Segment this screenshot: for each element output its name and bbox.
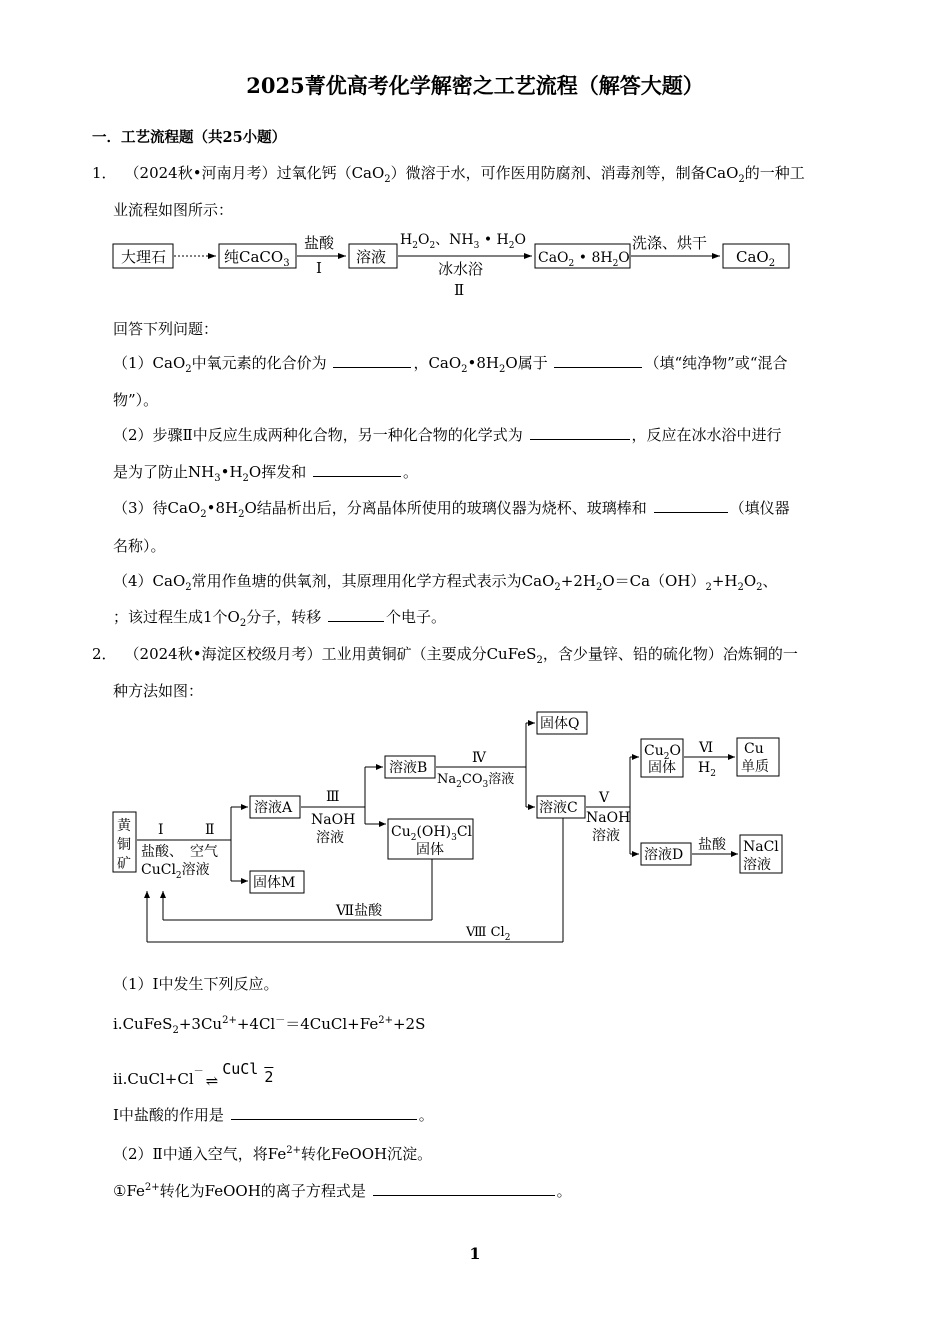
t: （2）步骤Ⅱ中反应生成两种化合物，另一种化合物的化学式为 [113,426,523,444]
t: +3Cu [178,1015,223,1033]
label-hcl: 盐酸 [304,234,335,252]
t: （1）CaO [113,354,186,372]
q2-hcl-role [113,1104,434,1126]
label-step2: Ⅱ [454,281,465,299]
label-cu: Cu [744,741,764,757]
t: ii.CuCl+Cl [113,1070,194,1088]
t: O属于 [505,354,548,372]
t: （4）CaO [113,572,186,590]
label-na2co3: $Na_2CO_3$溶液 [437,772,515,790]
page-number: 1 [469,1244,481,1263]
sup: 2+ [144,1182,160,1193]
sub: 2 [738,174,745,185]
t: ，含少量锌、铅的硫化物）冶炼铜的一 [542,645,798,663]
sup: － [193,1066,204,1077]
label-hcl-air: 盐酸、 [141,844,183,860]
answer-blank[interactable] [333,353,411,368]
t: ＝4CuCl+Fe [285,1015,379,1033]
label-hcl2: 盐酸 [698,837,726,853]
sub: 2 [172,1025,179,1036]
page-title: 2025菁优高考化学解密之工艺流程（解答大题） [246,73,704,98]
label-h2: $H_2$ [698,760,716,779]
q2-flow-diagram [108,706,798,951]
label-naoh3-sol: 溶液 [316,830,344,846]
answer-blank[interactable] [313,462,401,477]
label-wash-dry: 洗涤、烘干 [632,234,708,252]
label-solD: 溶液D [644,847,684,863]
t: 分子，转移 [246,608,322,626]
q1-intro-b: ）微溶于水，可作医用防腐剂、消毒剂等，制备CaO [390,164,739,182]
t: （填“纯净物”或“混合 [644,354,788,372]
sub: 2 [756,582,763,593]
q1-sub1-cont: 物”）。 [113,391,159,409]
label-step7: Ⅶ盐酸 [336,903,383,919]
answer-blank[interactable] [231,1105,417,1120]
t: （2024秋•海淀区校级月考）工业用黄铜矿（主要成分CuFeS [124,645,537,663]
sub: 2 [737,582,744,593]
sup: 2+ [378,1015,393,1026]
t: 是为了防止NH [113,463,215,481]
label-cu2o: $Cu_2O$ [644,743,681,762]
answer-blank[interactable] [373,1181,555,1196]
label-basic-chloride: $Cu_2(OH)_3Cl$ [391,824,473,843]
t: 中氧元素的化合价为 [191,354,327,372]
q1-ask: 回答下列问题： [113,320,219,338]
t: i.CuFeS [113,1015,173,1033]
q2-sub1: （1）Ⅰ中发生下列反应。 [113,975,279,993]
answer-blank[interactable] [654,498,728,513]
sub: 2 [461,364,468,375]
answer-blank[interactable] [530,425,630,440]
t: 。 [403,463,419,481]
sub: 2 [238,509,245,520]
label-cao2-8h2o: CaO$_2$ • $8H_2O$ [538,250,630,269]
label-step1: Ⅰ [316,259,322,277]
t: O＝Ca（OH） [602,572,706,590]
q1-sub2 [113,424,782,446]
t: 。 [556,1182,572,1200]
t: 。 [418,1106,434,1124]
label-nacl: NaCl [743,839,779,855]
t: （3）待CaO [113,499,201,517]
t: （填仪器 [729,499,790,517]
t: Ⅰ中盐酸的作用是 [113,1106,224,1124]
sub: 2 [499,364,506,375]
t: 2 [264,1068,274,1086]
label-nacl-sol: 溶液 [743,857,771,873]
label-ore-1: 黄 [117,818,131,834]
t: （2）Ⅱ中通入空气，将Fe [113,1145,287,1163]
t: 转化FeOOH沉淀。 [300,1145,433,1163]
label-ice-bath: 冰水浴 [438,260,484,278]
sub: 2 [242,473,249,484]
q1-sub3-cont: 名称）。 [113,537,166,555]
t: 、 [762,572,778,590]
t: CuCl [222,1060,259,1078]
q1-number: 1． [92,164,117,182]
q1-intro-c: 的一种工 [744,164,805,182]
q2-intro [92,643,798,672]
label-cu2o-solid: 固体 [648,760,676,776]
label-cu-element: 单质 [741,759,769,775]
label-solC: 溶液C [539,800,578,816]
sub: 2 [705,582,712,593]
equilibrium-arrow: ⇌ [205,1072,219,1090]
q2-reaction-ii [113,1055,274,1090]
t: +4Cl [236,1015,276,1033]
t: O结晶析出后，分离晶体所使用的玻璃仪器为烧杯、玻璃棒和 [244,499,647,517]
q1-intro-a: （2024秋•河南月考）过氧化钙（CaO [124,164,385,182]
label-naoh5-sol: 溶液 [592,828,620,844]
sub: 3 [214,473,221,484]
sup: － [275,1015,286,1026]
sub: 2 [200,509,207,520]
sub: 2 [595,582,603,593]
label-solB: 溶液B [389,760,428,776]
t: +H [711,572,738,590]
sup: 2+ [286,1145,301,1156]
label-naoh5: NaOH [586,810,631,826]
t: ；该过程生成1个O [113,608,240,626]
sub: 2 [384,174,391,185]
t: +2S [392,1015,426,1033]
label-step3: Ⅲ [326,789,340,805]
q2-intro-line2: 种方法如图： [113,682,204,700]
t: •8H [467,354,500,372]
t: •8H [206,499,239,517]
label-air: 空气 [190,844,218,860]
label-step6: Ⅵ [699,740,714,756]
q1-intro-line2: 业流程如图所示： [113,201,234,219]
t: O挥发和 [248,463,307,481]
sub: 2 [536,655,543,666]
answer-blank[interactable] [328,607,384,622]
label-pure-caco3: 纯CaCO$_3$ [224,248,290,269]
answer-blank[interactable] [554,353,642,368]
q2-number: 2． [92,645,117,663]
sup: 2+ [222,1015,237,1026]
t: 个电子。 [386,608,447,626]
t: 转化为FeOOH的离子方程式是 [159,1182,366,1200]
sub: 2 [185,364,192,375]
label-reagents: $H_2O_2$、$NH_3$ • $H_2O$ [400,232,526,251]
t: ，CaO [413,354,462,372]
q2-sub2-1 [113,1177,572,1202]
q1-sub2-cont [113,461,418,490]
label-step1: Ⅰ [158,822,164,838]
q1-sub1 [113,352,788,381]
sub: 2 [554,582,561,593]
label-ore-2: 铜 [117,837,131,853]
sub: 2 [185,582,192,593]
t: ，反应在冰水浴中进行 [631,426,782,444]
q1-intro [92,162,805,191]
label-solution: 溶液 [356,248,387,266]
q2-reaction-i [113,1010,425,1042]
label-basic-solid: 固体 [416,842,444,858]
q1-sub4 [113,570,778,599]
label-step2: Ⅱ [205,822,215,838]
label-cao2: CaO$_2$ [736,248,776,269]
t: 常用作鱼塘的供氧剂，其原理用化学方程式表示为CaO [191,572,555,590]
sub: 2 [239,618,247,629]
section-heading: 一．工艺流程题（共25小题） [92,129,287,146]
label-solidQ: 固体Q [540,716,580,732]
t: •H [220,463,243,481]
label-ore-3: 矿 [117,856,131,872]
t: ①Fe [113,1182,145,1200]
label-step5: Ⅴ [599,790,610,806]
q2-sub2 [113,1140,432,1165]
q1-sub3 [113,497,790,526]
label-solA: 溶液A [254,800,293,816]
label-step8: Ⅷ $Cl_2$ [466,925,511,943]
q1-sub4-cont [113,606,446,635]
label-marble: 大理石 [121,248,167,266]
t: +2H [560,572,596,590]
label-solidM: 固体M [253,875,296,891]
q1-flow-diagram [108,226,808,306]
label-step4: Ⅳ [472,750,486,766]
t: O [743,572,757,590]
label-cucl2-sol: CuCl$_2$溶液 [141,862,210,881]
label-naoh3: NaOH [311,812,356,828]
